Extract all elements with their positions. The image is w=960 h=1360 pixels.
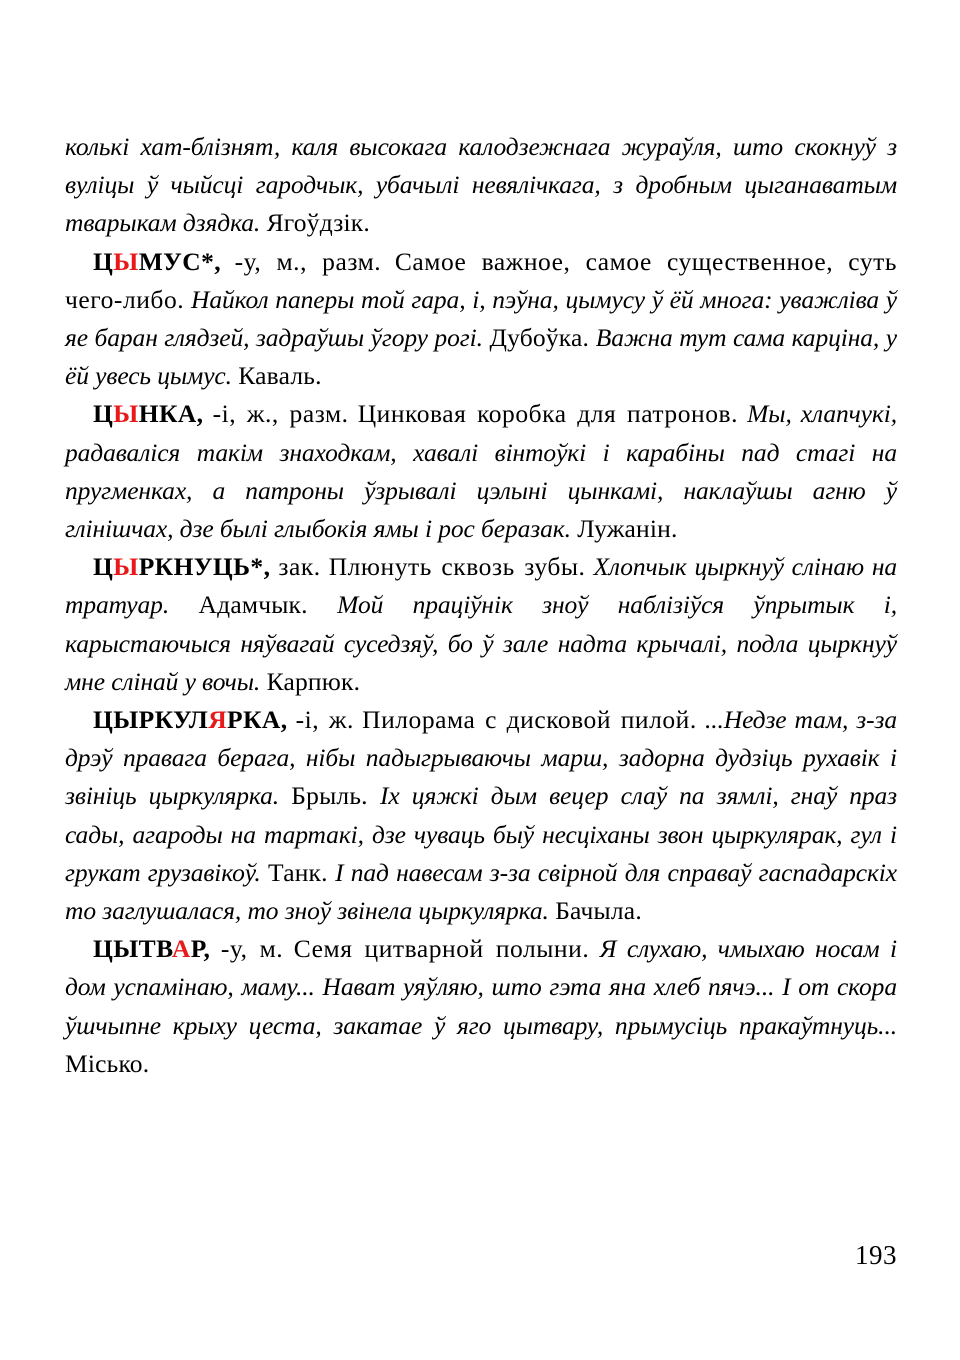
headword-stressed-vowel: Ы: [113, 399, 139, 429]
citation-text: Мой праціўнік зноў наблізіўся ўпрытык і, карыстаючыся няўвагай суседзяў, бо ў зале надта крычалі, подла цыркнуў мне слінай у вочы.: [65, 590, 898, 696]
citation-author: Адамчык.: [198, 590, 308, 620]
grammar-tag: зак.: [278, 552, 321, 582]
grammar-tag: -у, м., разм.: [234, 246, 382, 276]
citation-text: Іх цяжкі дым вецер слаў па зямлі, гнаў праз сады, агароды на тартакі, дзе чуваць быў несціханы звон цыркулярак, гул і грукат грузавікоў.: [65, 781, 898, 887]
continuation-citation-author: Ягоўдзік.: [266, 208, 370, 238]
grammar-tag: -у, м.: [220, 934, 284, 964]
headword-part-after: МУС: [138, 246, 202, 276]
headword-asterisk: *: [201, 246, 215, 276]
citation-author: Каваль.: [238, 361, 322, 391]
headword-part-before: ЦЫТВ: [93, 934, 172, 964]
headword-part-before: ЦЫРКУЛ: [93, 705, 209, 735]
definition-gloss: Пилорама с дисковой пилой.: [362, 705, 697, 735]
headword-stressed-vowel: Ы: [113, 552, 139, 582]
citation-author: Місько.: [65, 1048, 150, 1078]
continuation-paragraph: [65, 128, 897, 243]
page-number: 193: [855, 1240, 897, 1270]
dictionary-entry: [65, 930, 897, 1083]
headword-asterisk: *: [250, 552, 264, 582]
citation-author: Бачыла.: [555, 896, 642, 926]
headword-stressed-vowel: Ы: [113, 246, 139, 276]
citation-text: ...Недзе там, з-за дрэў правага берага, нібы падыгрываючы марш, задорна дудзіць рухавік і звініць цыркулярка.: [65, 705, 898, 811]
grammar-tag: -і, ж., разм.: [212, 399, 349, 429]
headword-part-after: Р: [190, 934, 204, 964]
citation-author: Танк.: [268, 857, 328, 887]
headword: [93, 934, 210, 963]
headword-part-before: Ц: [93, 399, 114, 429]
definition-gloss: Плюнуть сквозь зубы.: [328, 552, 586, 582]
headword-part-after: РКА: [227, 705, 281, 735]
citation-author: Карпюк.: [266, 666, 361, 696]
headword-part-after: НКА: [138, 399, 197, 429]
headword-part-before: Ц: [93, 552, 114, 582]
headword-punctuation: ,: [263, 552, 271, 582]
headword-part-after: РКНУЦЬ: [138, 552, 251, 582]
headword-stressed-vowel: Я: [208, 705, 228, 735]
headword: [93, 705, 287, 734]
headword-stressed-vowel: А: [171, 934, 191, 964]
dictionary-entry: [65, 395, 897, 548]
citation-author: Лужанін.: [577, 514, 678, 544]
citation-author: Дубоўка.: [489, 323, 590, 353]
definition-gloss: Самое важное, самое существенное, суть чего-либо.: [65, 246, 897, 314]
citation-text: Хлопчык цыркнуў слінаю на тратуар.: [65, 552, 898, 620]
headword: [93, 247, 221, 276]
citation-text: Важна тут сама карціна, у ёй увесь цымус.: [65, 323, 897, 391]
grammar-tag: -і, ж.: [295, 705, 354, 735]
definition-gloss: Семя цитварной полыни.: [293, 934, 590, 964]
headword: [93, 399, 203, 428]
citation-author: Брыль.: [291, 781, 368, 811]
page-body: [65, 128, 897, 1083]
headword-part-before: Ц: [93, 246, 114, 276]
headword-punctuation: ,: [196, 399, 204, 429]
continuation-citation-text: колькі хат-блізнят, каля высокага калодзежнага жураўля, што скокнуў з вуліцы ў чыйсці гародчык, убачылі невялічкага, з дробным цыганаватым тварыкам дзядка.: [65, 132, 897, 238]
headword-punctuation: ,: [203, 934, 211, 964]
dictionary-entry: [65, 701, 897, 930]
citation-text: Мы, хлапчукі, радаваліся такім знаходкам, хавалі вінтоўкі і карабіны пад стагі на пругменках, а патроны ўзрывалі цэлыні цынкамі, наклаўшы агню ў глінішчах, дзе былі глыбокія ямы і рос беразак.: [65, 399, 897, 544]
citation-text: Найкол паперы той гара, і, пэўна, цымусу ў ёй многа: уважліва ў яе баран глядзей, задраўшы ўгору рогі.: [65, 284, 898, 353]
citation-text: І пад навесам з-за свірной для справаў гаспадарскіх то заглушалася, то зноў звінела цыркулярка.: [65, 857, 897, 926]
dictionary-entry: [65, 243, 897, 396]
dictionary-entry: [65, 548, 897, 701]
definition-gloss: Цинковая коробка для патронов.: [357, 399, 739, 429]
headword-punctuation: ,: [280, 705, 288, 735]
headword-punctuation: ,: [214, 246, 222, 276]
headword: [93, 552, 270, 581]
citation-text: Я слухаю, чмыхаю носам і дом успамінаю, маму... Нават уяўляю, што гэта яна хлеб пячэ... І от скора ўшчыпне крыху цеста, закатае ў яго цытвару, прымусіць пракаўтнуць...: [65, 934, 898, 1040]
